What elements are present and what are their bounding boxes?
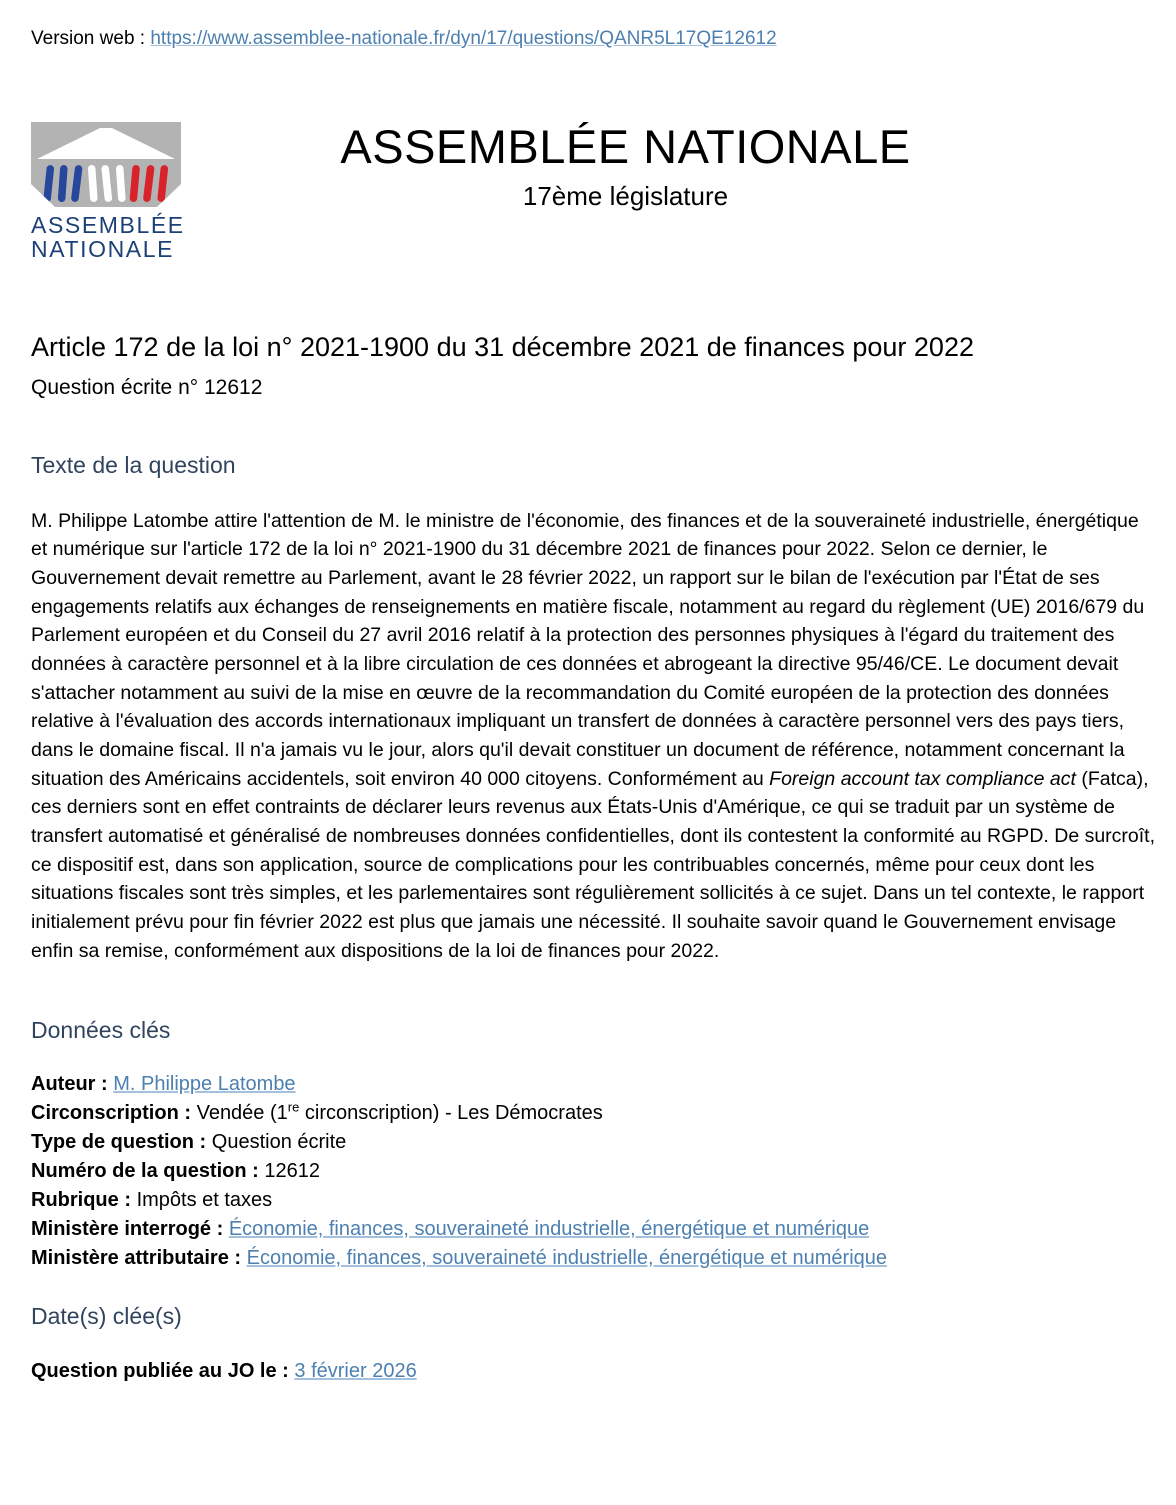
section-heading-donnees-cles: Données clés bbox=[31, 1017, 171, 1044]
page-title: ASSEMBLÉE NATIONALE bbox=[340, 120, 911, 173]
rubrique-label: Rubrique : bbox=[31, 1189, 131, 1212]
article-title: Article 172 de la loi n° 2021-1900 du 31 décembre 2021 de finances pour 2022 bbox=[31, 332, 974, 363]
row-auteur bbox=[31, 1070, 1152, 1099]
row-circonscription bbox=[31, 1099, 1152, 1128]
question-text-part1: M. Philippe Latombe attire l'attention de M. le ministre de l'économie, des finances et de la souveraineté industrielle, énergétique et numérique sur l'article 172 de la loi n° 2021-1900 du 31 décembre 2021 de finances pour 2022. Selon ce dernier, le Gouvernement devait remettre au Parlement, avant le 28 février 2022, un rapport sur le bilan de l'exécution par l'État de ses engagements relatifs aux échanges de renseignements en matière fiscale, notamment au regard du règlement (UE) 2016/679 du Parlement européen et du Conseil du 27 avril 2016 relatif à la protection des personnes physiques à l'égard du traitement des données à caractère personnel et à la libre circulation de ces données et abrogeant la directive 95/46/CE. Le document devait s'attacher notamment au suivi de la mise en œuvre de la recommandation du Comité européen de la protection des données relative à l'évaluation des accords internationaux impliquant un transfert de données à caractère personnel vers des pays tiers, dans le domaine fiscal. Il n'a jamais vu le jour, alors qu'il devait constituer un document de référence, notamment concernant la situation des Américains accidentels, soit environ 40 000 citoyens. Conformément au bbox=[31, 509, 1145, 790]
numero-question-value: 12612 bbox=[264, 1160, 320, 1183]
header-title-block bbox=[191, 122, 1152, 212]
key-data-block bbox=[31, 1070, 1152, 1273]
ministere-interroge-label: Ministère interrogé : bbox=[31, 1218, 224, 1241]
logo-wordmark-line2: NATIONALE bbox=[31, 236, 175, 263]
type-question-value: Question écrite bbox=[211, 1131, 347, 1154]
logo-wordmark-line1: ASSEMBLÉE bbox=[31, 212, 185, 238]
article-heading-block bbox=[31, 331, 1152, 399]
ministere-attributaire-label: Ministère attributaire : bbox=[31, 1247, 242, 1270]
question-text-italic: Foreign account tax compliance act bbox=[769, 767, 1076, 790]
circonscription-label: Circonscription : bbox=[31, 1102, 192, 1125]
logo-temple-icon bbox=[31, 122, 181, 207]
assemblee-nationale-logo bbox=[31, 122, 191, 261]
row-rubrique bbox=[31, 1186, 1152, 1215]
question-text-part2: (Fatca), ces derniers sont en effet contraints de déclarer leurs revenus aux États-Unis d'Amérique, ce qui se traduit par un système de transfert automatisé et généralisé de nombreuses données confidentielles, dont ils contestent la conformité au RGPD. De surcroît, ce dispositif est, dans son application, source de complications pour les contribuables concernés, même pour ceux dont les situations fiscales sont très simples, et les parlementaires sont régulièrement sollicités à ce sujet. Dans un tel contexte, le rapport initialement prévu pour fin février 2022 est plus que jamais une nécessité. Il souhaite savoir quand le Gouvernement envisage enfin sa remise, conformément aux dispositions de la loi de finances pour 2022. bbox=[31, 767, 1156, 962]
rubrique-value: Impôts et taxes bbox=[136, 1189, 273, 1212]
row-numero-question bbox=[31, 1157, 1152, 1186]
numero-question-label: Numéro de la question : bbox=[31, 1160, 259, 1183]
ordinal-superscript: re bbox=[287, 1099, 300, 1115]
version-web-line bbox=[31, 28, 1152, 50]
published-date-link[interactable]: 3 février 2026 bbox=[294, 1360, 417, 1383]
question-number-line: Question écrite n° 12612 bbox=[31, 375, 263, 399]
ministere-attributaire-link[interactable]: Économie, finances, souveraineté industrielle, énergétique et numérique bbox=[246, 1247, 887, 1270]
auteur-label: Auteur : bbox=[31, 1073, 108, 1096]
version-web-link[interactable]: https://www.assemblee-nationale.fr/dyn/17/questions/QANR5L17QE12612 bbox=[150, 28, 777, 49]
page-header bbox=[31, 122, 1152, 261]
circonscription-value: Vendée (1re circonscription) - Les Démocrates bbox=[196, 1099, 603, 1125]
section-heading-texte-question: Texte de la question bbox=[31, 451, 236, 478]
auteur-link[interactable]: M. Philippe Latombe bbox=[113, 1073, 296, 1096]
row-ministere-attributaire bbox=[31, 1244, 1152, 1273]
row-type-question bbox=[31, 1128, 1152, 1157]
row-ministere-interroge bbox=[31, 1215, 1152, 1244]
ministere-interroge-link[interactable]: Économie, finances, souveraineté industrielle, énergétique et numérique bbox=[228, 1218, 870, 1241]
logo-wordmark bbox=[31, 213, 191, 261]
legislature-subtitle: 17ème législature bbox=[522, 181, 729, 212]
question-text bbox=[31, 507, 1155, 966]
question-published-line bbox=[31, 1358, 1152, 1384]
type-question-label: Type de question : bbox=[31, 1131, 207, 1154]
section-heading-dates-clees: Date(s) clée(s) bbox=[31, 1303, 182, 1330]
published-label: Question publiée au JO le : bbox=[31, 1360, 289, 1383]
version-web-label: Version web : bbox=[31, 28, 146, 49]
